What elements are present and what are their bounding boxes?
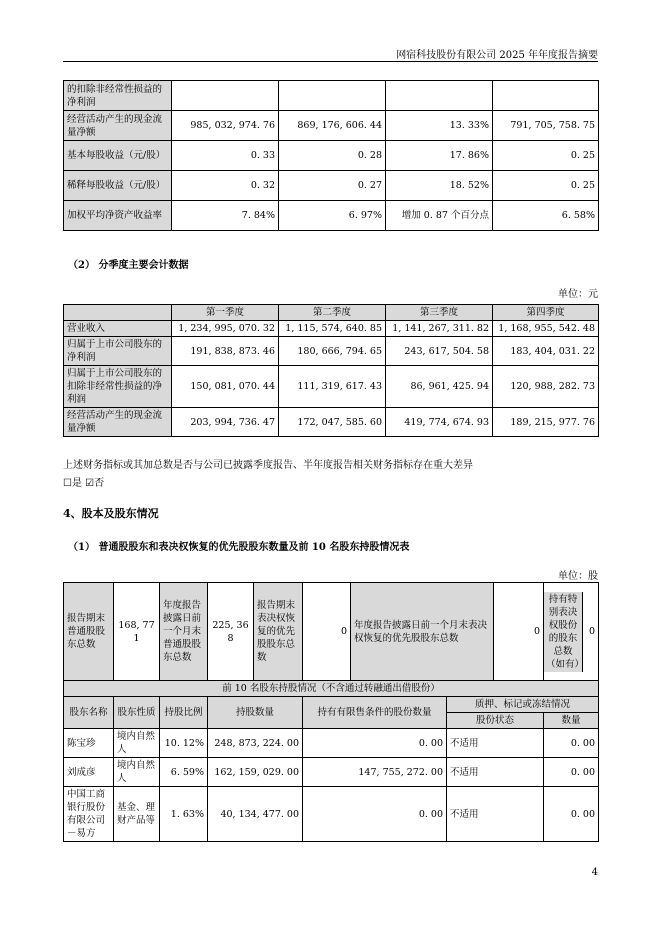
holding-ratio: 1. 63% [160,787,208,842]
indicator-row [64,141,599,171]
top10-banner-row [64,681,599,697]
prior-month-preferred-value: 0 [494,583,544,681]
value-cell: 0. 25 [493,171,599,201]
quarter-header: 第一季度 [172,305,279,321]
value-cell: 1, 141, 267, 311. 82 [386,321,493,337]
value-cell: 150, 081, 070. 44 [172,366,279,408]
value-cell: 0. 32 [172,171,279,201]
common-holders-label: 报告期末普通股股东总数 [64,583,114,681]
value-cell: 增加 0. 87 个百分点 [386,201,493,231]
restricted-qty: 0. 00 [303,787,447,842]
value-cell: 7. 84% [172,201,279,231]
value-cell: 191, 838, 873. 46 [172,337,279,366]
header-divider [63,61,598,62]
share-status: 不适用 [447,729,544,758]
shareholder-row [64,729,599,758]
value-cell: 111, 319, 617. 43 [279,366,386,408]
value-cell [386,81,493,111]
value-cell: 1, 168, 955, 542. 48 [493,321,599,337]
value-cell: 1, 234, 995, 070. 32 [172,321,279,337]
indicator-row [64,81,599,111]
row-label: 归属于上市公司股东的净利润 [64,337,172,366]
col-holder-name: 股东名称 [64,697,114,729]
holding-qty: 248, 873, 224. 00 [208,729,303,758]
row-label: 基本每股收益（元/股） [64,141,172,171]
quarter-row [64,321,599,337]
restricted-qty: 0. 00 [303,729,447,758]
value-cell: 120, 988, 282. 73 [493,366,599,408]
row-label: 的扣除非经常性损益的净利润 [64,81,172,111]
row-label: 营业收入 [64,321,172,337]
value-cell: 0. 25 [493,141,599,171]
indicator-row [64,201,599,231]
shareholder-unit: 单位：股 [558,571,598,582]
share-status: 不适用 [447,758,544,787]
quarterly-unit: 单位：元 [558,289,598,300]
special-voting-label-box: 持有特别表决权股份的股东总数（如有） [546,593,585,670]
quarter-row [64,337,599,366]
col-holding-qty: 持股数量 [208,697,303,729]
value-cell: 6. 58% [493,201,599,231]
holding-ratio: 6. 59% [160,758,208,787]
value-cell: 13. 33% [386,111,493,141]
col-pledge-status: 质押、标记或冻结情况 [447,697,599,713]
preferred-holders-value: 0 [303,583,351,681]
pledge-amount: 0. 00 [544,729,599,758]
special-voting-cell [544,583,599,681]
col-restricted-qty: 持有有限售条件的股份数量 [303,697,447,729]
row-label: 归属于上市公司股东的扣除非经常性损益的净利润 [64,366,172,408]
col-holder-nature: 股东性质 [114,697,160,729]
row-label: 经营活动产生的现金流量净额 [64,111,172,141]
value-cell: 1, 115, 574, 640. 85 [279,321,386,337]
col-holding-ratio: 持股比例 [160,697,208,729]
shareholder-row [64,758,599,787]
preferred-holders-label: 报告期末表决权恢复的优先股股东总数 [254,583,303,681]
shareholder-summary-row [64,583,599,681]
pledge-amount: 0. 00 [544,787,599,842]
difference-note: 上述财务指标或其加总数是否与公司已披露季度报告、半年度报告相关财务指标存在重大差异 [63,460,473,471]
indicator-row [64,171,599,201]
share-status: 不适用 [447,787,544,842]
value-cell: 17. 86% [386,141,493,171]
value-cell: 0. 28 [279,141,386,171]
holder-name: 陈宝珍 [64,729,114,758]
value-cell: 985, 032, 974. 76 [172,111,279,141]
page-number: 4 [591,867,598,878]
top10-banner: 前 10 名股东持股情况（不含通过转融通出借股份） [64,681,599,697]
value-cell: 180, 666, 794. 65 [279,337,386,366]
value-cell [172,81,279,111]
row-label: 加权平均净资产收益率 [64,201,172,231]
value-cell: 6. 97% [279,201,386,231]
indicator-row [64,111,599,141]
shareholder-table [63,582,599,842]
quarter-header: 第三季度 [386,305,493,321]
holder-name: 中国工商银行股份有限公司－易方 [64,787,114,842]
value-cell: 172, 047, 585. 60 [279,408,386,437]
shareholder-row [64,787,599,842]
row-label: 经营活动产生的现金流量净额 [64,408,172,437]
quarterly-section-title: （2） 分季度主要会计数据 [68,260,189,271]
quarter-header: 第二季度 [279,305,386,321]
page-header: 网宿科技股份有限公司 2025 年年度报告摘要 [396,50,598,61]
difference-note-options: ☐是 ☑否 [63,478,105,489]
section4-title: 4、股本及股东情况 [63,507,159,520]
value-cell: 183, 404, 031. 22 [493,337,599,366]
common-holders-value: 168, 771 [114,583,160,681]
prior-month-preferred-label: 年度报告披露日前一个月末表决权恢复的优先股股东总数 [351,583,494,681]
prior-month-holders-value: 225, 368 [208,583,254,681]
col-share-status: 股份状态 [447,713,544,729]
value-cell: 791, 705, 758. 75 [493,111,599,141]
value-cell: 243, 617, 504. 58 [386,337,493,366]
holder-nature: 境内自然人 [114,729,160,758]
value-cell: 0. 27 [279,171,386,201]
value-cell: 0. 33 [172,141,279,171]
value-cell: 203, 994, 736. 47 [172,408,279,437]
value-cell: 189, 215, 977. 76 [493,408,599,437]
quarterly-data-table [63,304,599,437]
holding-ratio: 10. 12% [160,729,208,758]
pledge-amount: 0. 00 [544,758,599,787]
holding-qty: 40, 134, 477. 00 [208,787,303,842]
quarter-row [64,366,599,408]
holder-nature: 基金、理财产品等 [114,787,160,842]
restricted-qty: 147, 755, 272. 00 [303,758,447,787]
quarter-header [64,305,172,321]
quarter-header: 第四季度 [493,305,599,321]
holder-name: 刘成彦 [64,758,114,787]
value-cell [493,81,599,111]
shareholder-subtitle: （1） 普通股股东和表决权恢复的优先股股东数量及前 10 名股东持股情况表 [68,542,410,553]
row-label: 稀释每股收益（元/股） [64,171,172,201]
prior-month-holders-label: 年度报告披露日前一个月末普通股股东总数 [160,583,208,681]
special-voting-value: 0 [588,626,596,637]
quarter-row [64,408,599,437]
holding-qty: 162, 159, 029. 00 [208,758,303,787]
value-cell: 86, 961, 425. 94 [386,366,493,408]
value-cell: 18. 52% [386,171,493,201]
financial-indicators-table [63,80,599,231]
header-row-1 [64,697,599,713]
value-cell [279,81,386,111]
quarter-header-row [64,305,599,321]
holder-nature: 境内自然人 [114,758,160,787]
value-cell: 869, 176, 606. 44 [279,111,386,141]
col-pledge-amount: 数量 [544,713,599,729]
value-cell: 419, 774, 674. 93 [386,408,493,437]
